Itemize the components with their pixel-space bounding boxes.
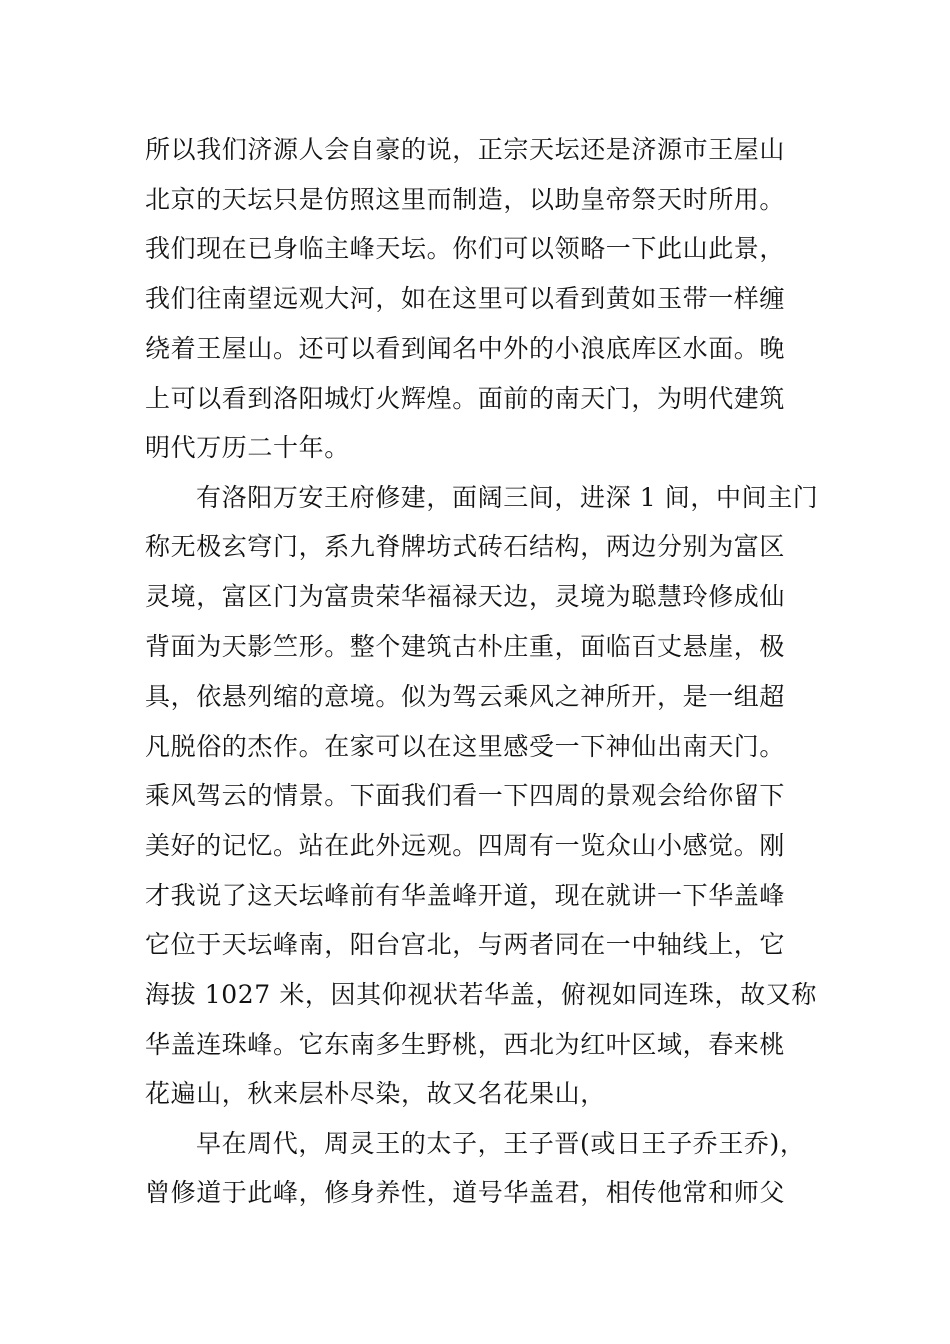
text-line: 明代万历二十年。 [145,433,350,462]
text-line: 华盖连珠峰。它东南多生野桃，西北为红叶区域，春来桃 [145,1030,786,1059]
text-line: 凡脱俗的杰作。在家可以在这里感受一下神仙出南天门。 [145,732,786,761]
text-line: 绕着王屋山。还可以看到闻名中外的小浪底库区水面。晚 [145,334,786,363]
text-line: 我们现在已身临主峰天坛。你们可以领略一下此山此景， [145,234,786,263]
text-line: 美好的记忆。站在此外远观。四周有一览众山小感觉。刚 [145,831,786,860]
paragraph-first-line: 早在周代，周灵王的太子，王子晋(或日王子乔王乔)， [196,1129,806,1158]
text-line: 灵境，富区门为富贵荣华福禄天边，灵境为聪慧玲修成仙 [145,582,786,611]
text-line: 海拔 1027 米，因其仰视状若华盖，俯视如同连珠，故又称 [145,980,817,1009]
text-line: 具，依悬列缩的意境。似为驾云乘风之神所开，是一组超 [145,682,786,711]
text-line: 曾修道于此峰，修身养性，道号华盖君，相传他常和师父 [145,1178,786,1207]
text-line: 才我说了这天坛峰前有华盖峰开道，现在就讲一下华盖峰 [145,881,786,910]
text-line: 称无极玄穹门，系九脊牌坊式砖石结构，两边分别为富区 [145,532,786,561]
text-line: 我们往南望远观大河，如在这里可以看到黄如玉带一样缠 [145,284,786,313]
text-line: 乘风驾云的情景。下面我们看一下四周的景观会给你留下 [145,781,786,810]
text-line: 北京的天坛只是仿照这里而制造，以助皇帝祭天时所用。 [145,185,786,214]
text-line: 背面为天影竺形。整个建筑古朴庄重，面临百丈悬崖，极 [145,632,786,661]
paragraph-first-line: 有洛阳万安王府修建，面阔三间，进深 1 间，中间主门 [196,483,819,512]
text-line: 花遍山，秋来层朴尽染，故又名花果山， [145,1079,606,1108]
text-line: 它位于天坛峰南，阳台宫北，与两者同在一中轴线上，它 [145,930,786,959]
text-line: 上可以看到洛阳城灯火辉煌。面前的南天门，为明代建筑 [145,384,786,413]
text-line: 所以我们济源人会自豪的说，正宗天坛还是济源市王屋山 [145,135,786,164]
